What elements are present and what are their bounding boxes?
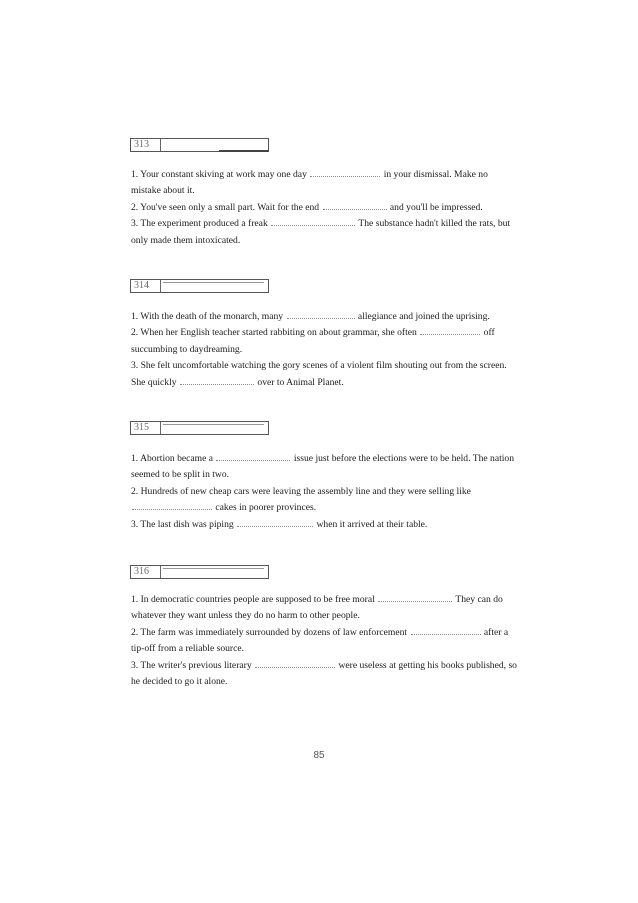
blank-gap [132,500,212,510]
blank-gap [323,200,387,210]
sentence-2: 2. The farm was immediately surrounded by dozens of law enforcement after a tip-off from a reliable source. [131,626,509,655]
exercise-label-316 [130,565,269,579]
exercise-316 [131,592,518,690]
sentence-1: 1. With the death of the monarch, many allegiance and joined the uprising. [131,311,490,322]
sentence-1: 1. In democratic countries people are supposed to be free moral They can do whatever they want unless they do no harm to other people. [131,594,503,622]
label-rule [163,282,264,283]
blank-gap [271,216,355,226]
blank-gap [216,451,290,461]
exercise-number: 313 [131,139,161,151]
sentence-2: 2. When her English teacher started rabbiting on about grammar, she often off succumbing to daydreaming. [131,327,495,355]
sentence-3: 3. The last dish was piping when it arrived at their table. [131,518,428,530]
sentence-1: 1. Abortion became a issue just before the elections were to be held. The nation seemed to be split in two. [131,453,515,481]
sentence-3: 3. She felt uncomfortable watching the gory scenes of a violent film shouting out from the screen. She quickly over to Animal Planet. [131,360,507,388]
blank-gap [180,375,254,385]
sentence-3: 3. The writer's previous literary were useless at getting his books published, so he decided to go it alone. [131,659,517,688]
exercise-314 [131,309,518,391]
blank-gap [378,592,452,602]
exercise-number: 315 [131,422,161,434]
exercise-label-314 [130,279,269,293]
sentence-2: 2. You've seen only a small part. Wait for the end and you'll be impressed. [131,201,483,213]
blank-gap [237,517,313,527]
exercise-313 [131,167,518,249]
label-rule [163,568,264,569]
exercise-label-313 [130,138,269,152]
blank-gap [255,658,335,668]
blank-gap [310,167,380,177]
exercise-label-315 [130,421,269,435]
label-rule [219,150,269,152]
sentence-1: 1. Your constant skiving at work may one day in your dismissal. Make no mistake about it. [131,169,488,197]
exercise-315 [131,451,518,533]
sentence-3: 3. The experiment produced a freak The substance hadn't killed the rats, but only made them intoxicated. [131,218,511,246]
exercise-number: 314 [131,280,161,292]
blank-gap [411,625,481,635]
page-number: 85 [313,750,325,761]
blank-gap [420,325,480,335]
sentence-2: 2. Hundreds of new cheap cars were leaving the assembly line and they were selling like cakes in poorer provinces. [131,485,471,514]
exercise-number: 316 [131,566,161,578]
blank-gap [287,309,355,319]
label-rule [163,424,264,425]
